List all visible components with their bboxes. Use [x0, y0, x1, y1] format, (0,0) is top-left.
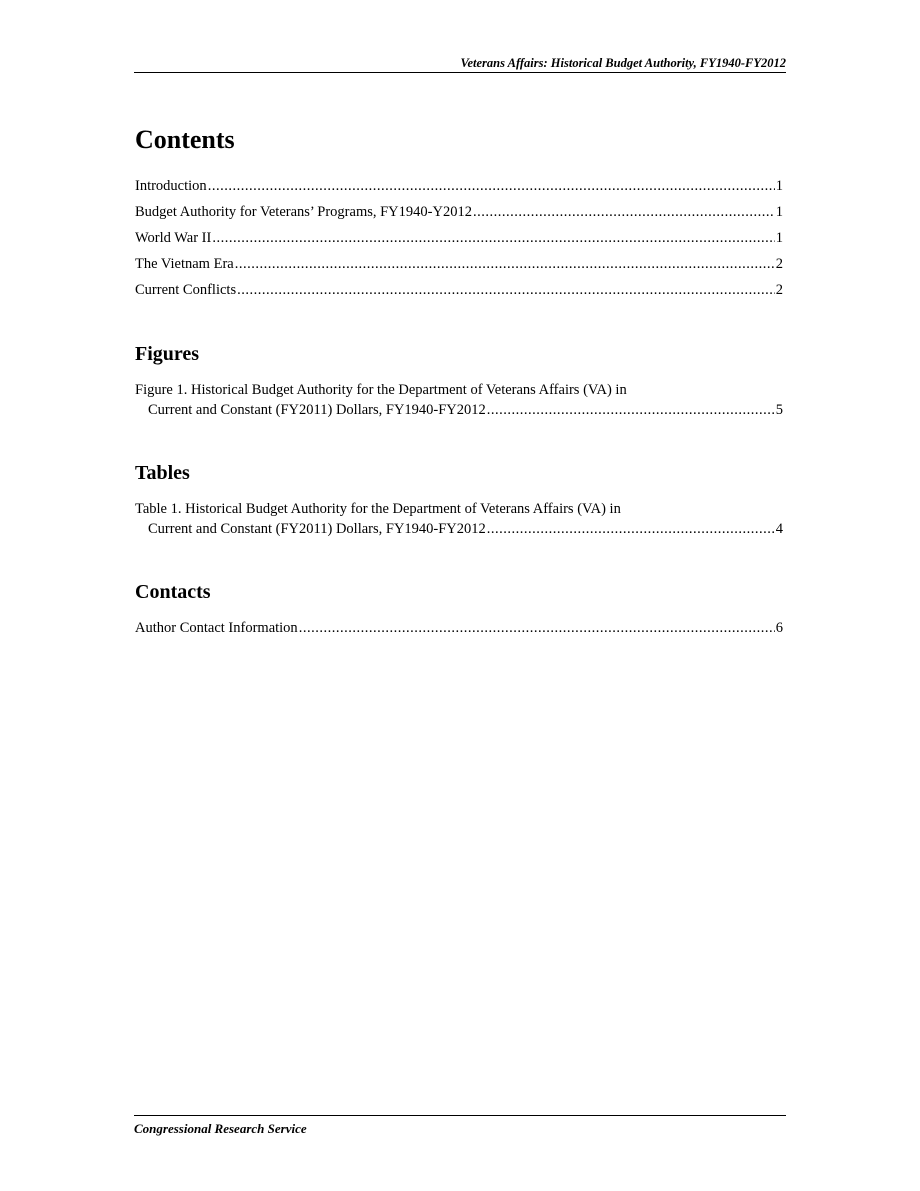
toc-entry-table-1[interactable] — [135, 499, 783, 539]
toc-entry-figure-1[interactable] — [135, 380, 783, 420]
dot-leader — [487, 519, 775, 539]
toc-page-number: 4 — [775, 521, 783, 537]
toc-page-number: 1 — [775, 204, 783, 220]
dot-leader — [487, 400, 775, 420]
contents-title: Contents — [135, 125, 235, 154]
toc-page-number: 1 — [775, 230, 783, 246]
contents-list — [135, 176, 783, 306]
toc-entry-label: Author Contact Information — [135, 620, 298, 636]
toc-entry-label-continued: Current and Constant (FY2011) Dollars, FY1940-FY2012 — [148, 521, 486, 537]
toc-entry-label: World War II — [135, 230, 212, 246]
toc-page-number: 2 — [775, 256, 783, 272]
figures-title: Figures — [135, 343, 200, 365]
toc-entry-label: Budget Authority for Veterans’ Programs, FY1940-Y2012 — [135, 204, 472, 220]
toc-entry-continuation — [135, 519, 783, 539]
toc-entry-author-contact[interactable] — [135, 618, 783, 644]
toc-entry-label-continued: Current and Constant (FY2011) Dollars, FY1940-FY2012 — [148, 402, 486, 418]
toc-entry-label: Figure 1. Historical Budget Authority for the Department of Veterans Affairs (VA) in — [135, 382, 627, 398]
dot-leader — [237, 280, 775, 300]
toc-entry-current-conflicts[interactable] — [135, 280, 783, 306]
running-footer: Congressional Research Service — [134, 1115, 786, 1138]
toc-page-number: 6 — [775, 620, 783, 636]
dot-leader — [473, 202, 775, 222]
toc-entry-vietnam-era[interactable] — [135, 254, 783, 280]
dot-leader — [235, 254, 775, 274]
toc-entry-world-war-ii[interactable] — [135, 228, 783, 254]
toc-page-number: 1 — [775, 178, 783, 194]
toc-entry-label: Table 1. Historical Budget Authority for the Department of Veterans Affairs (VA) in — [135, 501, 621, 517]
contacts-title: Contacts — [135, 581, 211, 603]
toc-entry-budget-authority[interactable] — [135, 202, 783, 228]
dot-leader — [212, 228, 774, 248]
toc-entry-label: Current Conflicts — [135, 282, 237, 298]
toc-entry-introduction[interactable] — [135, 176, 783, 202]
dot-leader — [299, 618, 775, 638]
tables-title: Tables — [135, 462, 190, 484]
toc-entry-continuation — [135, 400, 783, 420]
dot-leader — [208, 176, 775, 196]
toc-page-number: 2 — [775, 282, 783, 298]
figures-list — [135, 380, 783, 420]
tables-list — [135, 499, 783, 539]
toc-entry-label: The Vietnam Era — [135, 256, 234, 272]
toc-entry-label: Introduction — [135, 178, 207, 194]
running-header: Veterans Affairs: Historical Budget Authority, FY1940-FY2012 — [134, 55, 786, 73]
contacts-list — [135, 618, 783, 644]
toc-page-number: 5 — [775, 402, 783, 418]
